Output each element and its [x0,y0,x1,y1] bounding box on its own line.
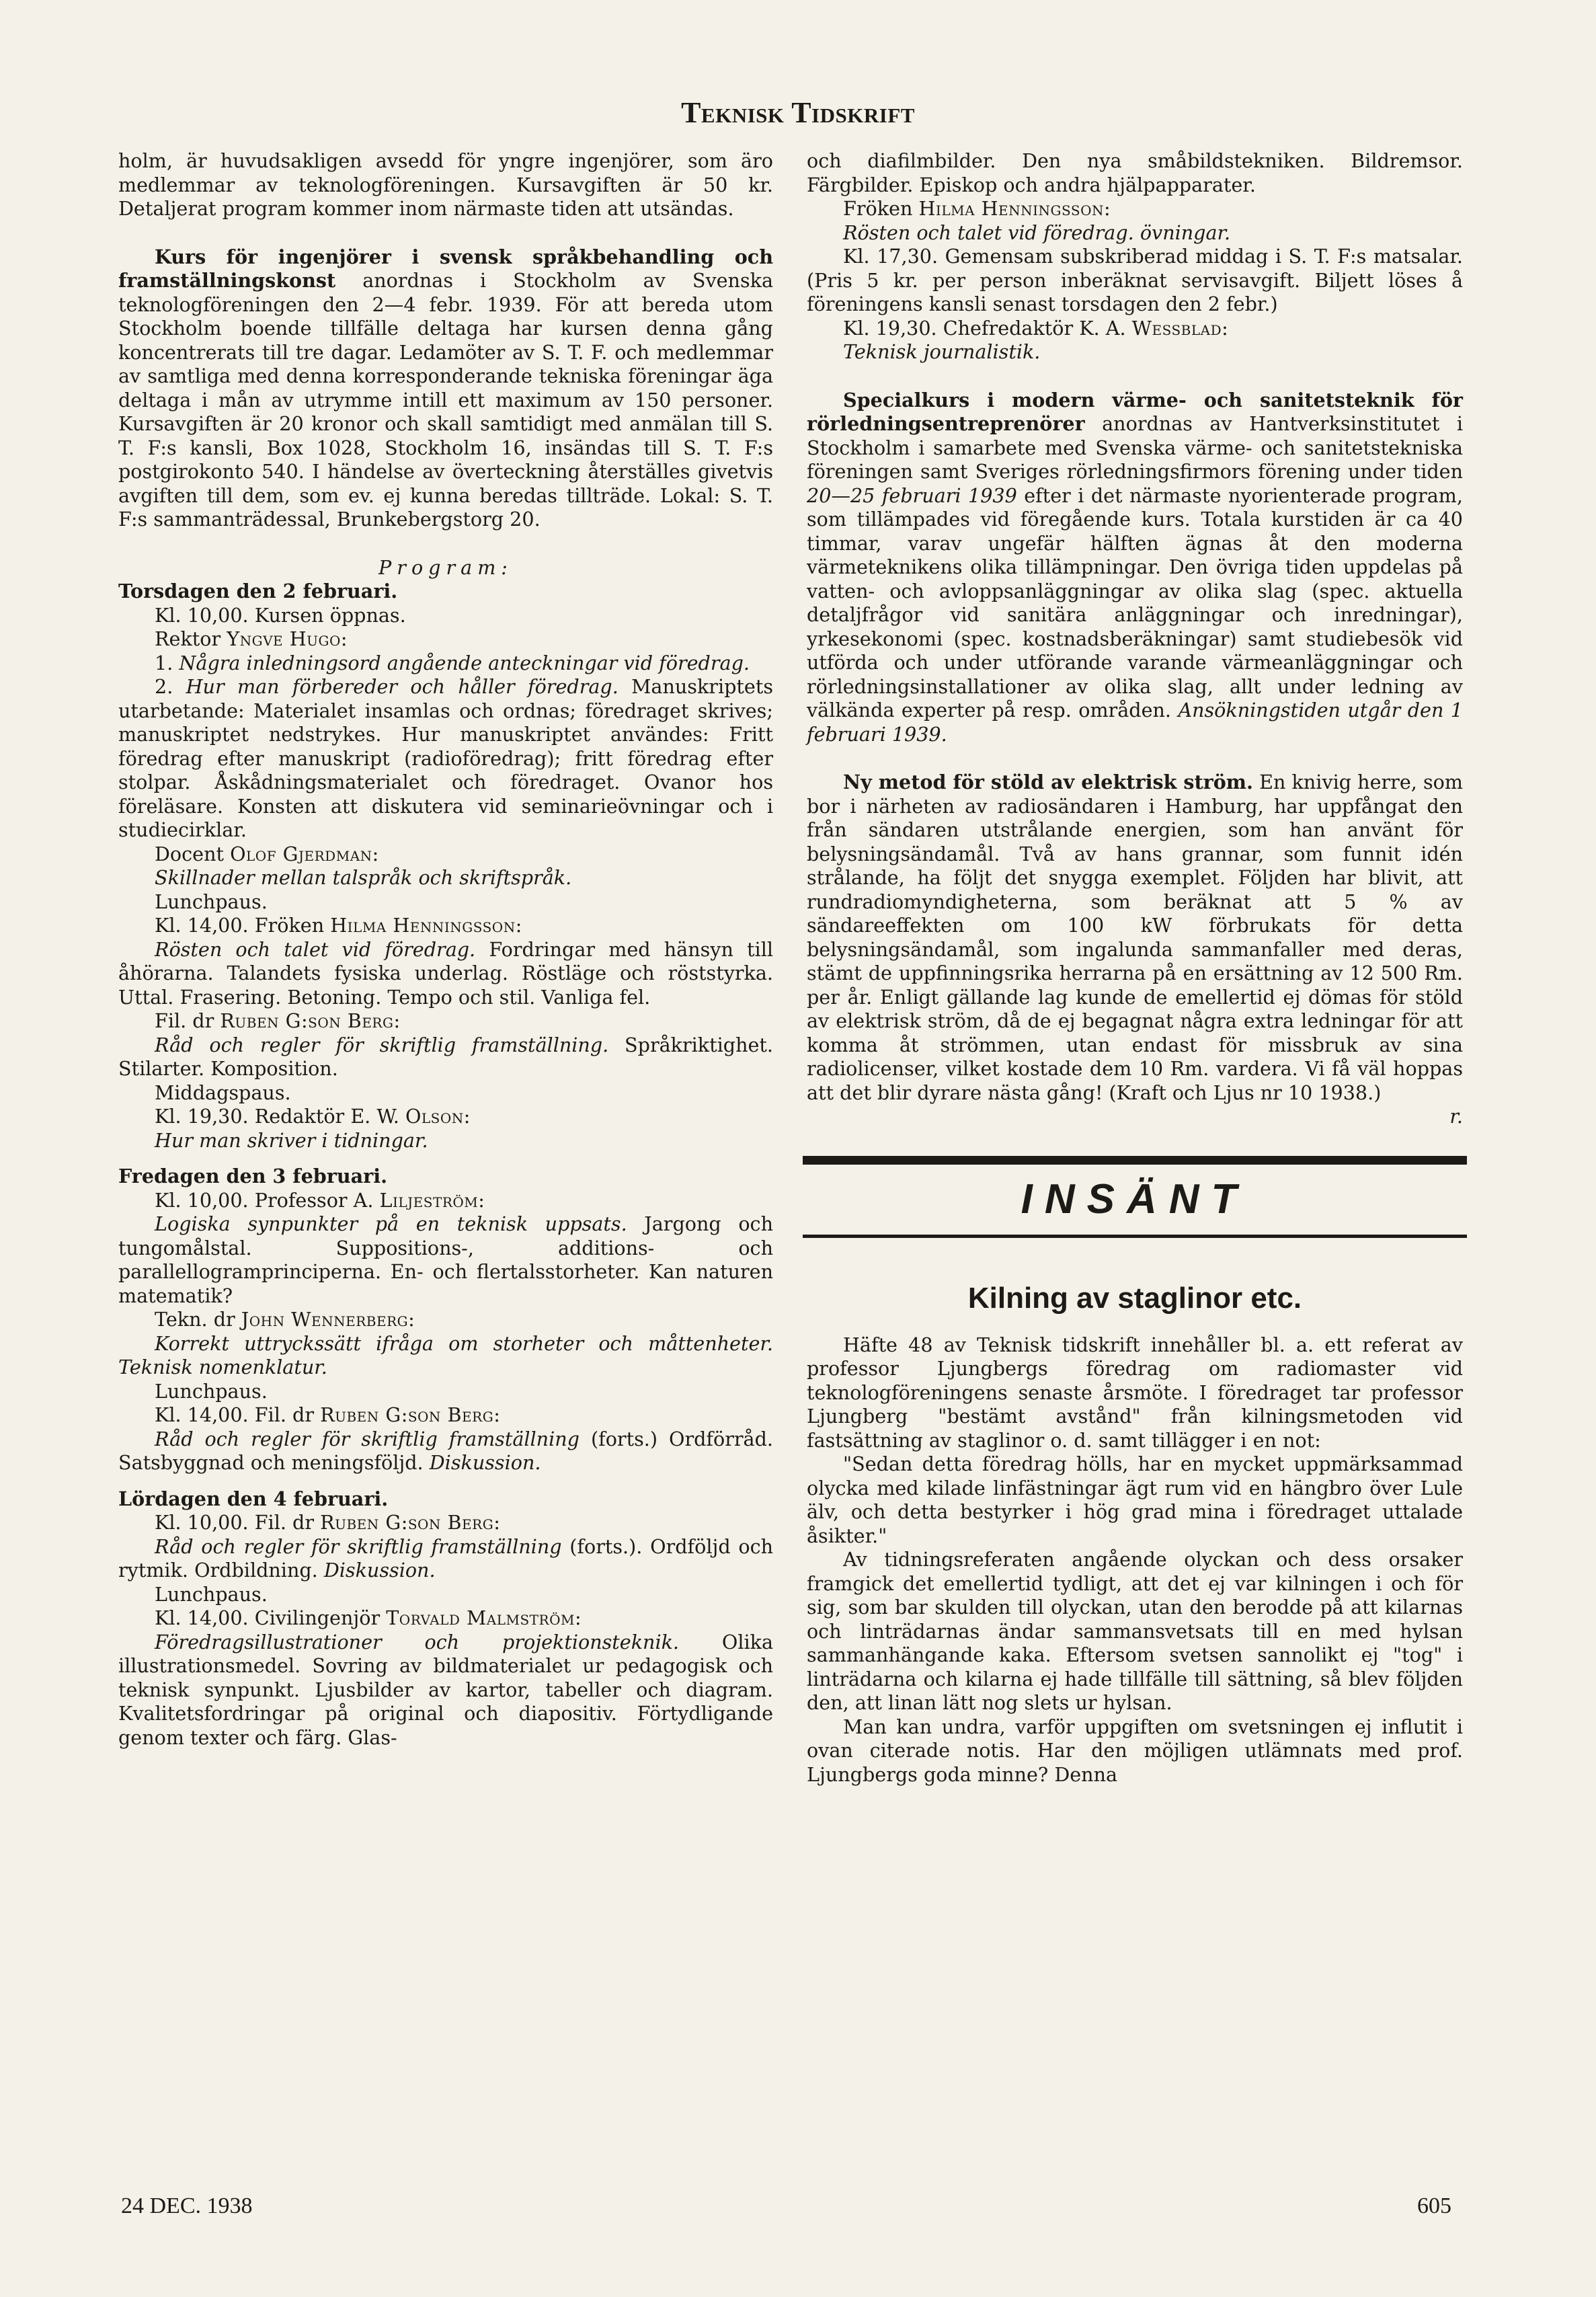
kurs-body: anordnas i Stockholm av Svenska teknologföreningen den 2—4 febr. 1939. För att bereda utom Stockholm boende tillfälle deltaga har kursen denna gång koncentrerats till tre dagar. Ledamöter av S. T. F. och medlemmar av samtliga med denna korresponderande tekniska föreningar äga deltaga i mån av utrymme intill ett maximum av 150 personer. Kursavgiften är 20 kronor och skall samtidigt med anmälan till S. T. F:s kansli, Box 1028, Stockholm 16, insändas till S. T. F:s postgirokonto 540. I händelse av överteckning återställes givetvis avgiften till dem, som ev. ej kunna beredas tillträde. Lokal: S. T. F:s sammanträdessal, Brunkebergstorg 20. [118,269,773,531]
thu-l2-colon: : [340,627,348,650]
specialkurs-notice [807,389,1463,747]
speaker-name: Wessblad [1131,316,1222,340]
specialkurs-date: 20—25 februari 1939 [807,483,1017,507]
sat-l1-colon: : [493,1511,500,1534]
section-title: INSÄNT [1021,1175,1249,1222]
speaker-name: Yngve Hugo [227,627,341,650]
thu-l4-num: 2. [155,675,186,698]
ny-metod-signature: r. [1449,1105,1463,1128]
right-column [807,149,1463,1787]
thu-l11-topic: Råd och regler för skriftlig framställning. [155,1033,609,1056]
thu-l4-topic: Hur man förbereder och håller föredrag. [186,675,619,698]
thu-l11-desc: Språkriktighet. Stilarter. Komposition. [118,1033,773,1080]
article-paragraph-4: Man kan undra, varför uppgiften om svetsningen ej influtit i ovan citerade notis. Har den möjligen utlämnats med prof. Ljungbergs goda minne? Denna [807,1715,1463,1786]
fri-l4-topic2: Teknisk nomenklatur. [118,1356,327,1378]
masthead-title: Teknisk Tidskrift [681,96,915,129]
fri-line-6 [118,1403,773,1428]
sat-l4-prefix: Kl. 14,00. Civilingenjör [155,1606,387,1629]
fri-l7-topic: Råd och regler för skriftlig framställning [155,1427,580,1450]
specialkurs-deadline: Ansökningstiden utgår den 1 februari 1939. [807,699,1463,746]
fri-line-1 [118,1189,773,1213]
fri-l3-prefix: Tekn. dr [155,1308,241,1331]
thu-line-12: Middagspaus. [155,1081,291,1104]
program-heading: Program: [378,555,513,579]
fri-line-3 [118,1308,773,1332]
sat-line-1 [118,1511,773,1535]
speaker-name: Hilma Henningsson [918,197,1104,220]
ny-metod-title: Ny metod för stöld av elektrisk ström. [843,771,1254,793]
thu-line-9 [118,938,773,1010]
friday-heading: Fredagen den 3 februari. [118,1165,388,1188]
thu-l3-num: 1. [155,651,179,674]
fri-line-7 [118,1428,773,1475]
page-number: 605 [1417,2193,1451,2218]
fri-l3-colon: : [408,1308,415,1331]
thu-line-14: Hur man skriver i tidningar. [155,1128,428,1152]
thu-line-6: Skillnader mellan talspråk och skriftspråk. [155,866,572,889]
thu-l8-prefix: Kl. 14,00. Fröken [155,914,331,937]
speaker-name: Torvald Malmström [386,1606,575,1629]
speaker-name: Liljeström [379,1188,479,1212]
thu-line-2 [118,627,773,652]
section-rule-top [803,1156,1467,1165]
kurs-notice [118,245,773,532]
thu-l13-colon: : [463,1105,471,1128]
thu-line-4 [118,675,773,843]
specialkurs-body-1: anordnas av Hantverksinstitutet i Stockholm i samarbete med Svenska värme- och sanitetstekniska föreningen samt Sveriges rörledningsfirmors förening under tiden [807,412,1463,483]
r-l4-prefix: Kl. 19,30. Chefredaktör K. A. [843,316,1132,340]
thu-line-7: Lunchpaus. [155,890,268,913]
thu-l8-colon: : [515,914,522,937]
sat-l1-prefix: Kl. 10,00. Fil. dr [155,1511,321,1534]
sat-line-2 [118,1535,773,1583]
intro-paragraph: holm, är huvudsakligen avsedd för yngre ingenjörer, som äro medlemmar av teknologföreningen. Kursavgiften är 50 kr. Detaljerat program kommer inom närmaste tiden att utsändas. [118,149,773,220]
speaker-name: Ruben G:son Berg [320,1511,494,1534]
sat-l5-desc: Olika illustrationsmedel. Sovring av bildmaterialet ur pedagogisk och teknisk synpunkt. Ljusbilder av kartor, tabeller och diagram. Kvalitetsfordringar på original och diapositiv. Förtydligande genom texter och färg. Glas- [118,1630,773,1749]
fri-l1-prefix: Kl. 10,00. Professor A. [155,1188,380,1212]
sat-line-3: Lunchpaus. [155,1582,268,1606]
thu-line-10 [118,1009,773,1034]
thu-line-3 [118,652,773,676]
ny-metod-body: En knivig herre, som bor i närheten av radiosändaren i Hamburg, har uppfångat den från sändaren utstrålande energien, som han använt för belysningsändamål. Två av hans grannar, som funnit idén strålande, ha följt det snygga exemplet. Följden har blivit, att rundradiomyndigheterna, som beräknat att 5 % av sändareeffekten om 100 kW förbrukats för detta belysningsändamål, som ingalunda sammanfaller med deras, stämt de uppfinningsrika herrarna på en ersättning av 12 500 Rm. per år. Enligt gällande lag kunde de emellertid ej dömas för stöld av elektrisk ström, då de ej begagnat några extra ledningar för att komma åt strömmen, utan endast för missbruk av sina radiolicenser, vilket kostade dem 10 Rm. vardera. Vi få väl hoppas att det blir dyrare nästa gång! (Kraft och Ljus nr 10 1938.) [807,771,1463,1104]
speaker-name: Ruben G:son Berg [320,1403,494,1426]
thu-l9-desc: Fordringar med hänsyn till åhörarna. Talandets fysiska underlag. Röstläge och röststyrka. Uttal. Frasering. Betoning. Tempo och stil. Vanliga fel. [118,937,773,1009]
r-l4-colon: : [1222,316,1228,340]
article-headline: Kilning av staglinor etc. [967,1281,1302,1315]
r-line-4 [807,317,1463,341]
r-l1-prefix: Fröken [843,197,919,220]
saturday-heading: Lördagen den 4 februari. [118,1487,389,1510]
fri-l7-disc: Diskussion. [429,1451,541,1474]
ny-metod-notice [807,771,1463,1105]
sat-line-5 [118,1631,773,1750]
sat-l2-desc: (forts.). Ordföljd och rytmik. Ordbildning. [118,1534,773,1582]
fri-l4-topic: Korrekt uttryckssätt ifråga om storheter och måttenheter. [155,1331,773,1355]
speaker-name: Ruben G:son Berg [220,1009,394,1032]
left-column [118,149,773,1750]
article-paragraph-1: Häfte 48 av Teknisk tidskrift innehåller bl. a. ett referat av professor Ljungbergs föredrag om radiomaster vid teknologföreningens senaste årsmöte. I föredraget tar professor Ljungberg "bestämt avstånd" från kilningsmetoden vid fastsättning av staglinor o. d. samt tillägger i en not: [807,1333,1463,1452]
thu-l2-prefix: Rektor [155,627,227,650]
sat-l5-topic: Föredragsillustrationer och projektionsteknik. [155,1630,680,1653]
thu-line-11 [118,1034,773,1081]
kurs-title: Kurs för ingenjörer i svensk språkbehandling och framställningskonst [118,245,773,292]
fri-line-4 [118,1332,773,1380]
fri-l2-desc: Jargong och tungomålstal. Suppositions-, additions- och parallellogramprinciperna. En- och flertalsstorheter. Kan naturen matematik? [118,1212,773,1307]
thu-line-13 [118,1105,773,1129]
specialkurs-body-2: efter i det närmaste nyorienterade program, som tillämpades vid föregående kurs. Totala kurstiden är ca 40 timmar, varav ungefär hälften ägnas åt den moderna värmeteknikens olika tillämpningar. Den övriga tiden uppdelas på vatten- och avloppsanläggningar av olika slag (spec. aktuella detaljfrågor vid sanitära anläggningar och inredningar), yrkesekonomi (spec. kostnadsberäkningar) samt studiebesök vid utförda och under utförande varande värmeanläggningar och rörledningsinstallationer av olika slag, allt under ledning av välkända experter på resp. områden. [807,483,1463,722]
thu-l10-colon: : [393,1009,401,1032]
r-line-5: Teknisk journalistik. [843,340,1041,363]
thu-line-1: Kl. 10,00. Kursen öppnas. [155,603,406,627]
fri-l2-topic: Logiska synpunkter på en teknisk uppsats. [155,1212,627,1235]
fri-l6-colon: : [493,1403,500,1426]
thu-l5-colon: : [372,842,379,865]
thu-l4-desc: Manuskriptets utarbetande: Materialet insamlas och ordnas; föredraget skrives; manuskriptet nedstrykes. Hur manuskriptet användes: Fritt föredrag efter manuskript (radioföredrag); fritt föredrag efter stolpar. Åskådningsmaterialet och föredraget. Ovanor hos föreläsare. Konsten att diskutera vid seminarieövningar och i studiecirklar. [118,675,773,841]
speaker-name: Olof Gjerdman [230,842,372,865]
speaker-name: John Wennerberg [241,1308,409,1331]
r-line-3: Kl. 17,30. Gemensam subskriberad middag i S. T. F:s matsalar. (Pris 5 kr. per person inberäknat servisavgift. Biljett löses å föreningens kansli senast torsdagen den 2 febr.) [807,245,1463,315]
thursday-heading: Torsdagen den 2 februari. [118,580,398,602]
thu-line-8 [118,914,773,938]
thu-l9-topic: Rösten och talet vid föredrag. [155,937,476,961]
thu-line-5 [118,843,773,867]
speaker-name: Hilma Henningsson [330,914,516,937]
fri-l1-colon: : [478,1188,485,1212]
r-line-1 [807,197,1463,221]
sat-l2-topic: Råd och regler för skriftlig framställning [155,1534,562,1558]
sat-line-4 [118,1606,773,1631]
sat-l4-colon: : [574,1606,582,1629]
r-l1-colon: : [1103,197,1111,220]
specialkurs-title: Specialkurs i modern värme- och sanitetsteknik för rörledningsentreprenörer [807,388,1463,435]
sat-l2-disc: Diskussion. [323,1559,436,1582]
speaker-name: Olson [405,1105,464,1128]
thu-l13-prefix: Kl. 19,30. Redaktör E. W. [155,1105,405,1128]
thu-l3-topic: Några inledningsord angående anteckningar vid föredrag. [179,651,750,674]
section-rule-bottom [803,1235,1467,1238]
thu-l10-prefix: Fil. dr [155,1009,221,1032]
fri-line-5: Lunchpaus. [155,1379,268,1403]
fri-l7-desc: (forts.) Ordförråd. Satsbyggnad och meningsföljd. [118,1427,773,1474]
fri-line-2 [118,1212,773,1308]
thu-l5-prefix: Docent [155,842,231,865]
fri-l6-prefix: Kl. 14,00. Fil. dr [155,1403,321,1426]
r-line-2: Rösten och talet vid föredrag. övningar. [843,221,1231,244]
article-quote: "Sedan detta föredrag hölls, har en mycket uppmärksammad olycka med kilade linfästningar ägt rum vid en hängbro över Lule älv, och detta bestyrker i hög grad mina i föredraget uttalade åsikter." [807,1452,1463,1547]
footer-date: 24 DEC. 1938 [121,2193,253,2218]
continued-text: och diafilmbilder. Den nya småbildstekniken. Bildremsor. Färgbilder. Episkop och andra hjälpapparater. [807,149,1463,196]
article-paragraph-3: Av tidningsreferaten angående olyckan och dess orsaker framgick det emellertid tydligt, att det ej var kilningen i och för sig, som bar skulden till olyckan, utan den berodde på att kilarnas och linträdarnas ändar sammansvetsats till en med hylsan sammanhängande kaka. Eftersom svetsen sannolikt ej "tog" i linträdarna och kilarna ej hade tillfälle till sättning, så blev följden den, att linan lätt nog slets ur hylsan. [807,1548,1463,1714]
